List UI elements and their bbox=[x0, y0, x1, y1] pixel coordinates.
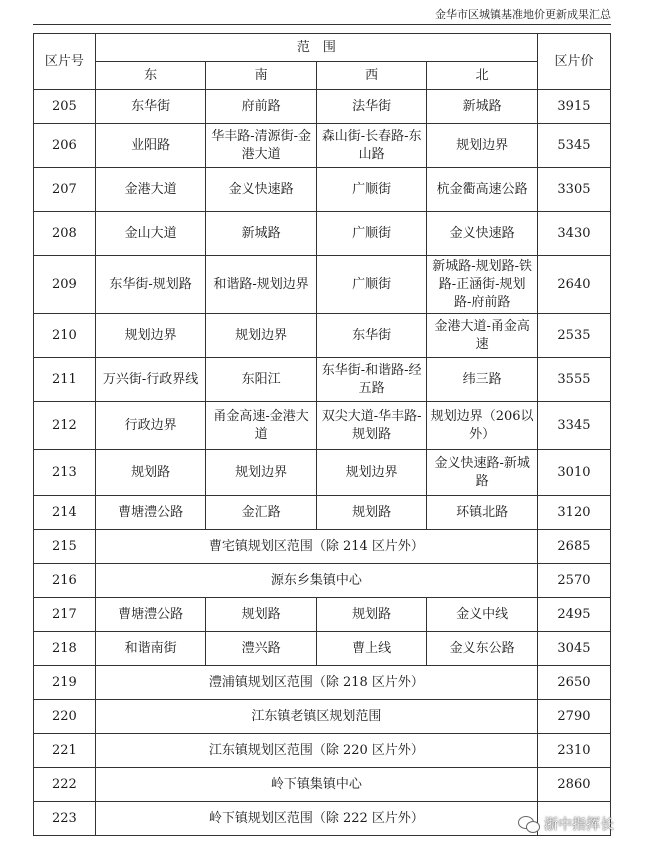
north-boundary-cell: 规划边界（206以外） bbox=[427, 402, 538, 450]
north-boundary-cell: 环镇北路 bbox=[427, 496, 538, 530]
zone-price-cell: 2685 bbox=[537, 530, 610, 564]
table-row bbox=[34, 496, 611, 530]
west-boundary-cell: 规划路 bbox=[316, 598, 427, 632]
table-body bbox=[34, 90, 611, 836]
zone-id-cell: 215 bbox=[34, 530, 96, 564]
zone-id-cell: 222 bbox=[34, 768, 96, 802]
west-boundary-cell: 东华街-和谐路-经五路 bbox=[316, 358, 427, 402]
zone-price-cell: 3010 bbox=[537, 450, 610, 496]
zone-price-cell: 3045 bbox=[537, 632, 610, 666]
south-boundary-cell: 规划边界 bbox=[206, 450, 317, 496]
zone-range-cell: 江东镇规划区范围（除 220 区片外） bbox=[95, 734, 537, 768]
south-boundary-cell: 金义快速路 bbox=[206, 168, 317, 212]
east-boundary-cell: 规划边界 bbox=[95, 314, 206, 358]
east-boundary-cell: 业阳路 bbox=[95, 124, 206, 168]
zone-id-cell: 218 bbox=[34, 632, 96, 666]
table-row bbox=[34, 124, 611, 168]
zone-price-cell: 2860 bbox=[537, 768, 610, 802]
zone-price-cell: 3430 bbox=[537, 212, 610, 256]
north-boundary-cell: 金义中线 bbox=[427, 598, 538, 632]
header-west: 西 bbox=[316, 62, 427, 90]
south-boundary-cell: 东阳江 bbox=[206, 358, 317, 402]
table-row bbox=[34, 530, 611, 564]
zone-id-cell: 206 bbox=[34, 124, 96, 168]
table-row bbox=[34, 734, 611, 768]
south-boundary-cell: 澧兴路 bbox=[206, 632, 317, 666]
table-row bbox=[34, 564, 611, 598]
zone-price-cell: 2650 bbox=[537, 666, 610, 700]
zone-price-cell: 2640 bbox=[537, 256, 610, 314]
land-price-table bbox=[33, 33, 611, 836]
table-row bbox=[34, 314, 611, 358]
page-header-title: 金华市区城镇基准地价更新成果汇总 bbox=[435, 8, 611, 21]
east-boundary-cell: 行政边界 bbox=[95, 402, 206, 450]
zone-id-cell: 214 bbox=[34, 496, 96, 530]
watermark-text: 浙中指挥长 bbox=[544, 817, 614, 833]
table-row bbox=[34, 212, 611, 256]
west-boundary-cell: 规划路 bbox=[316, 496, 427, 530]
east-boundary-cell: 金山大道 bbox=[95, 212, 206, 256]
north-boundary-cell: 规划边界 bbox=[427, 124, 538, 168]
zone-id-cell: 210 bbox=[34, 314, 96, 358]
zone-id-cell: 217 bbox=[34, 598, 96, 632]
table-row bbox=[34, 632, 611, 666]
header-range: 范 围 bbox=[95, 34, 537, 62]
table-row bbox=[34, 700, 611, 734]
west-boundary-cell: 东华街 bbox=[316, 314, 427, 358]
zone-price-cell: 3120 bbox=[537, 496, 610, 530]
table-row bbox=[34, 450, 611, 496]
wechat-icon bbox=[518, 815, 540, 833]
zone-id-cell: 211 bbox=[34, 358, 96, 402]
zone-id-cell: 221 bbox=[34, 734, 96, 768]
zone-id-cell: 208 bbox=[34, 212, 96, 256]
west-boundary-cell: 法华街 bbox=[316, 90, 427, 124]
north-boundary-cell: 金义快速路-新城路 bbox=[427, 450, 538, 496]
zone-price-cell: 3555 bbox=[537, 358, 610, 402]
west-boundary-cell: 规划边界 bbox=[316, 450, 427, 496]
zone-price-cell: 2570 bbox=[537, 564, 610, 598]
zone-price-cell: 2310 bbox=[537, 734, 610, 768]
west-boundary-cell: 广顺街 bbox=[316, 168, 427, 212]
zone-id-cell: 209 bbox=[34, 256, 96, 314]
south-boundary-cell: 甬金高速-金港大道 bbox=[206, 402, 317, 450]
zone-id-cell: 223 bbox=[34, 802, 96, 836]
west-boundary-cell: 双尖大道-华丰路-规划路 bbox=[316, 402, 427, 450]
zone-range-cell: 岭下镇集镇中心 bbox=[95, 768, 537, 802]
zone-price-cell: 3345 bbox=[537, 402, 610, 450]
header-north: 北 bbox=[427, 62, 538, 90]
zone-range-cell: 岭下镇规划区范围（除 222 区片外） bbox=[95, 802, 537, 836]
table-header bbox=[34, 34, 611, 90]
table-row bbox=[34, 598, 611, 632]
west-boundary-cell: 广顺街 bbox=[316, 256, 427, 314]
zone-id-cell: 207 bbox=[34, 168, 96, 212]
zone-range-cell: 曹宅镇规划区范围（除 214 区片外） bbox=[95, 530, 537, 564]
header-rule bbox=[33, 24, 611, 25]
table-row bbox=[34, 168, 611, 212]
west-boundary-cell: 森山街-长春路-东山路 bbox=[316, 124, 427, 168]
east-boundary-cell: 曹塘澧公路 bbox=[95, 496, 206, 530]
south-boundary-cell: 金汇路 bbox=[206, 496, 317, 530]
west-boundary-cell: 广顺街 bbox=[316, 212, 427, 256]
south-boundary-cell: 华丰路-清源街-金港大道 bbox=[206, 124, 317, 168]
zone-price-cell: 2535 bbox=[537, 314, 610, 358]
zone-range-cell: 澧浦镇规划区范围（除 218 区片外） bbox=[95, 666, 537, 700]
table-row bbox=[34, 666, 611, 700]
north-boundary-cell: 杭金衢高速公路 bbox=[427, 168, 538, 212]
zone-id-cell: 220 bbox=[34, 700, 96, 734]
zone-id-cell: 213 bbox=[34, 450, 96, 496]
east-boundary-cell: 规划路 bbox=[95, 450, 206, 496]
table-row bbox=[34, 402, 611, 450]
header-south: 南 bbox=[206, 62, 317, 90]
zone-range-cell: 江东镇老镇区规划范围 bbox=[95, 700, 537, 734]
east-boundary-cell: 东华街-规划路 bbox=[95, 256, 206, 314]
north-boundary-cell: 金义快速路 bbox=[427, 212, 538, 256]
zone-id-cell: 219 bbox=[34, 666, 96, 700]
east-boundary-cell: 万兴街-行政界线 bbox=[95, 358, 206, 402]
north-boundary-cell: 金义东公路 bbox=[427, 632, 538, 666]
zone-range-cell: 源东乡集镇中心 bbox=[95, 564, 537, 598]
zone-price-cell: 3915 bbox=[537, 90, 610, 124]
north-boundary-cell: 金港大道-甬金高速 bbox=[427, 314, 538, 358]
north-boundary-cell: 新城路-规划路-铁路-正涵街-规划路-府前路 bbox=[427, 256, 538, 314]
north-boundary-cell: 新城路 bbox=[427, 90, 538, 124]
zone-id-cell: 205 bbox=[34, 90, 96, 124]
table-row bbox=[34, 256, 611, 314]
zone-price-cell: 3305 bbox=[537, 168, 610, 212]
zone-price-cell: 2790 bbox=[537, 700, 610, 734]
east-boundary-cell: 金港大道 bbox=[95, 168, 206, 212]
zone-id-cell: 216 bbox=[34, 564, 96, 598]
header-zone-id: 区片号 bbox=[34, 34, 96, 90]
south-boundary-cell: 规划边界 bbox=[206, 314, 317, 358]
header-east: 东 bbox=[95, 62, 206, 90]
zone-price-cell: 2495 bbox=[537, 598, 610, 632]
north-boundary-cell: 纬三路 bbox=[427, 358, 538, 402]
watermark bbox=[518, 812, 614, 836]
east-boundary-cell: 和谐南街 bbox=[95, 632, 206, 666]
table-row bbox=[34, 358, 611, 402]
zone-price-cell: 5345 bbox=[537, 124, 610, 168]
table-row bbox=[34, 90, 611, 124]
table-row bbox=[34, 768, 611, 802]
east-boundary-cell: 东华街 bbox=[95, 90, 206, 124]
header-zone-price: 区片价 bbox=[537, 34, 610, 90]
south-boundary-cell: 规划路 bbox=[206, 598, 317, 632]
south-boundary-cell: 和谐路-规划边界 bbox=[206, 256, 317, 314]
zone-id-cell: 212 bbox=[34, 402, 96, 450]
west-boundary-cell: 曹上线 bbox=[316, 632, 427, 666]
east-boundary-cell: 曹塘澧公路 bbox=[95, 598, 206, 632]
south-boundary-cell: 新城路 bbox=[206, 212, 317, 256]
south-boundary-cell: 府前路 bbox=[206, 90, 317, 124]
